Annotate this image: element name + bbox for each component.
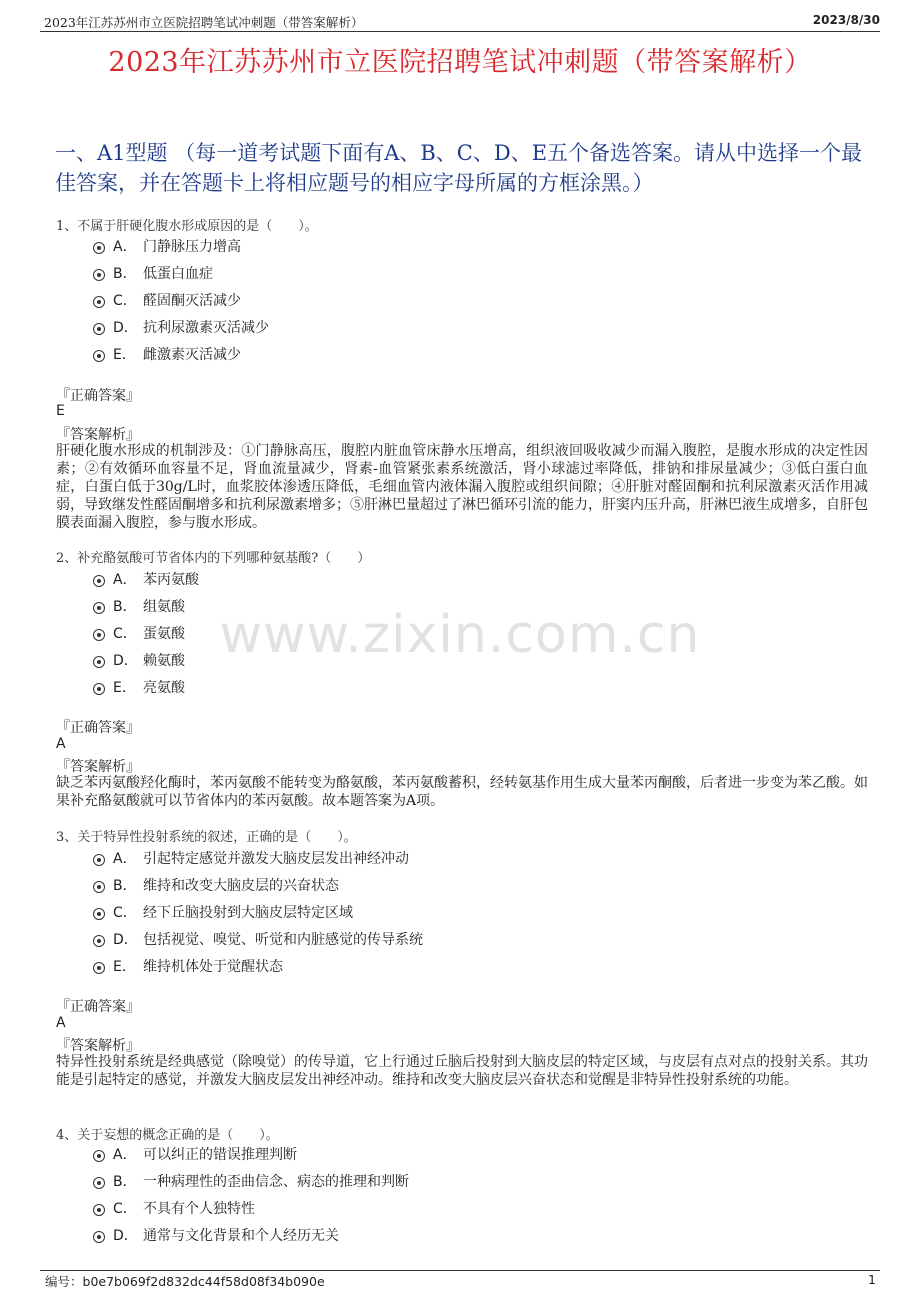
radio-icon[interactable]	[93, 350, 105, 362]
footer-id	[45, 1272, 325, 1290]
footer-id-value: b0e7b069f2d832dc44f58d08f34b090e	[82, 1274, 325, 1289]
radio-icon[interactable]	[93, 269, 105, 281]
radio-icon[interactable]	[93, 854, 105, 866]
question-3-option-b[interactable]: B． 维持和改变大脑皮层的兴奋状态	[93, 875, 339, 895]
header-divider	[40, 31, 880, 32]
question-2-text: 2、补充酪氨酸可节省体内的下列哪种氨基酸?（ ）	[56, 551, 371, 566]
question-4-option-b[interactable]: B． 一种病理性的歪曲信念、病态的推理和判断	[93, 1171, 409, 1191]
footer-divider	[40, 1270, 880, 1271]
radio-icon[interactable]	[93, 881, 105, 893]
radio-icon[interactable]	[93, 1150, 105, 1162]
radio-icon[interactable]	[93, 575, 105, 587]
radio-icon[interactable]	[93, 1204, 105, 1216]
question-2-explanation: 缺乏苯丙氨酸羟化酶时，苯丙氨酸不能转变为酪氨酸，苯丙氨酸蓄积，经转氨基作用生成大量苯丙酮酸，后者进一步变为苯乙酸。如果补充酪氨酸就可以节省体内的苯丙氨酸。故本题答案为A项。	[56, 775, 868, 809]
question-3-option-a[interactable]: A． 引起特定感觉并激发大脑皮层发出神经冲动	[93, 848, 409, 868]
question-1-text: 1、不属于肝硬化腹水形成原因的是（ ）。	[56, 219, 318, 234]
question-2-option-c[interactable]: C． 蛋氨酸	[93, 623, 185, 643]
question-2-option-d[interactable]: D． 赖氨酸	[93, 650, 185, 670]
radio-icon[interactable]	[93, 323, 105, 335]
question-1-answer: E	[56, 403, 65, 419]
question-1-option-e[interactable]: E． 雌激素灭活减少	[93, 344, 241, 364]
radio-icon[interactable]	[93, 1231, 105, 1243]
question-2-option-e[interactable]: E． 亮氨酸	[93, 677, 185, 697]
question-3-explanation: 特异性投射系统是经典感觉（除嗅觉）的传导道，它上行通过丘脑后投射到大脑皮层的特定区域，与皮层有点对点的投射关系。其功能是引起特定的感觉，并激发大脑皮层发出神经冲动。维持和改变大脑皮层兴奋状态和觉醒是非特异性投射系统的功能。	[56, 1054, 868, 1088]
question-4-option-a[interactable]: A． 可以纠正的错误推理判断	[93, 1144, 297, 1164]
document-title: 2023年江苏苏州市立医院招聘笔试冲刺题（带答案解析）	[108, 47, 812, 78]
question-3-option-c[interactable]: C． 经下丘脑投射到大脑皮层特定区域	[93, 902, 353, 922]
analysis-label: 『答案解析』	[56, 1038, 140, 1054]
question-1-explanation: 肝硬化腹水形成的机制涉及：①门静脉高压，腹腔内脏血管床静水压增高，组织液回吸收减少而漏入腹腔，是腹水形成的决定性因素；②有效循环血容量不足，肾血流量减少，肾素-血管紧张素系统激活，肾小球滤过率降低，排钠和排尿量减少；③低白蛋白血症，白蛋白低于30g/L时，血浆胶体渗透压降低，毛细血管内液体漏入腹腔或组织间隙；④肝脏对醛固酮和抗利尿激素灭活作用减弱，导致继发性醛固酮增多和抗利尿激素增多；⑤肝淋巴量超过了淋巴循环引流的能力，肝窦内压升高，肝淋巴液生成增多，自肝包膜表面漏入腹腔，参与腹水形成。	[56, 443, 868, 531]
radio-icon[interactable]	[93, 962, 105, 974]
radio-icon[interactable]	[93, 242, 105, 254]
analysis-label: 『答案解析』	[56, 759, 140, 775]
question-2-option-b[interactable]: B． 组氨酸	[93, 596, 185, 616]
question-3-option-d[interactable]: D． 包括视觉、嗅觉、听觉和内脏感觉的传导系统	[93, 929, 423, 949]
question-1-option-b[interactable]: B． 低蛋白血症	[93, 263, 213, 283]
question-4-option-d[interactable]: D． 通常与文化背景和个人经历无关	[93, 1225, 339, 1245]
page-header	[40, 10, 880, 30]
radio-icon[interactable]	[93, 602, 105, 614]
correct-answer-label: 『正确答案』	[56, 999, 140, 1015]
header-title: 2023年江苏苏州市立医院招聘笔试冲刺题（带答案解析）	[44, 15, 364, 30]
radio-icon[interactable]	[93, 1177, 105, 1189]
watermark: www.zixin.com.cn	[219, 605, 701, 665]
question-2-answer: A	[56, 736, 66, 752]
question-1-option-d[interactable]: D． 抗利尿激素灭活减少	[93, 317, 269, 337]
question-4-option-c[interactable]: C． 不具有个人独特性	[93, 1198, 255, 1218]
header-date: 2023/8/30	[812, 13, 880, 27]
footer-id-label: 编号：	[45, 1274, 83, 1289]
section-heading: 一、A1型题 （每一道考试题下面有A、B、C、D、E五个备选答案。请从中选择一个最佳答案，并在答题卡上将相应题号的相应字母所属的方框涂黑。）	[55, 141, 863, 195]
radio-icon[interactable]	[93, 683, 105, 695]
question-3-text: 3、关于特异性投射系统的叙述，正确的是（ ）。	[56, 830, 357, 845]
radio-icon[interactable]	[93, 656, 105, 668]
radio-icon[interactable]	[93, 296, 105, 308]
analysis-label: 『答案解析』	[56, 427, 140, 443]
page-number: 1	[868, 1272, 876, 1287]
correct-answer-label: 『正确答案』	[56, 388, 140, 404]
question-1-option-c[interactable]: C． 醛固酮灭活减少	[93, 290, 241, 310]
question-3-answer: A	[56, 1015, 66, 1031]
question-3-option-e[interactable]: E． 维持机体处于觉醒状态	[93, 956, 283, 976]
radio-icon[interactable]	[93, 908, 105, 920]
radio-icon[interactable]	[93, 935, 105, 947]
question-1-option-a[interactable]: A． 门静脉压力增高	[93, 236, 241, 256]
question-4-text: 4、关于妄想的概念正确的是（ ）。	[56, 1128, 279, 1143]
radio-icon[interactable]	[93, 629, 105, 641]
correct-answer-label: 『正确答案』	[56, 720, 140, 736]
question-2-option-a[interactable]: A． 苯丙氨酸	[93, 569, 199, 589]
